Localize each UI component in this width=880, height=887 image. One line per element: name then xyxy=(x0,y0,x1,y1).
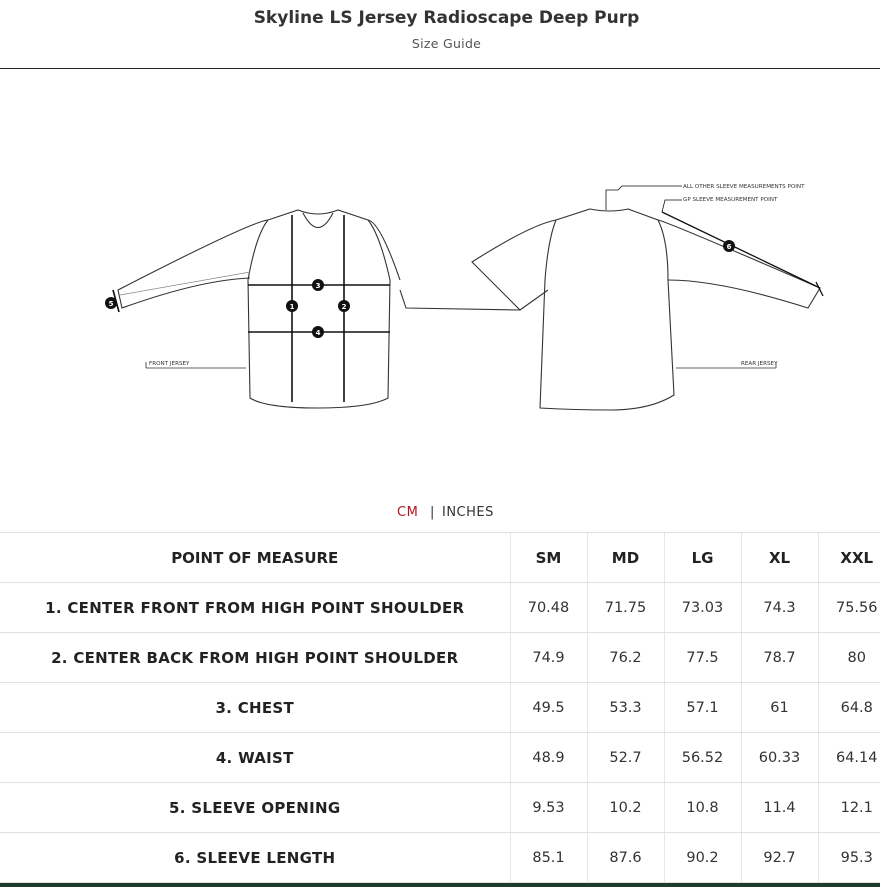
cell-value: 48.9 xyxy=(510,733,587,783)
cell-value: 85.1 xyxy=(510,833,587,883)
front-label-group xyxy=(146,361,246,368)
cell-value: 71.75 xyxy=(587,583,664,633)
cell-value: 57.1 xyxy=(664,683,741,733)
rear-label-group xyxy=(676,361,778,368)
rear-jersey-drawing xyxy=(400,209,820,410)
marker-1-icon xyxy=(286,300,298,312)
cell-value: 70.48 xyxy=(510,583,587,633)
cell-value: 61 xyxy=(741,683,818,733)
cell-value: 53.3 xyxy=(587,683,664,733)
measure-label: 6. SLEEVE LENGTH xyxy=(0,833,510,883)
unit-inches-button[interactable]: INCHES xyxy=(442,505,494,520)
rear-jersey-label: REAR JERSEY xyxy=(741,361,778,367)
cell-value: 60.33 xyxy=(741,733,818,783)
unit-toggle xyxy=(0,505,880,523)
cell-value: 10.8 xyxy=(664,783,741,833)
table-row xyxy=(0,833,880,883)
footer-bar xyxy=(0,883,880,887)
cell-value: 74.3 xyxy=(741,583,818,633)
header-size-sm: SM xyxy=(510,533,587,583)
header-point-of-measure: POINT OF MEASURE xyxy=(0,533,510,583)
header-size-xl: XL xyxy=(741,533,818,583)
marker-2-icon xyxy=(338,300,350,312)
page-header xyxy=(0,0,880,69)
svg-text:5: 5 xyxy=(108,300,114,308)
table-header-row xyxy=(0,533,880,583)
cell-value: 12.1 xyxy=(818,783,880,833)
jersey-diagram xyxy=(0,150,880,440)
all-sleeve-note: ALL OTHER SLEEVE MEASUREMENTS POINT xyxy=(683,184,805,190)
cell-value: 87.6 xyxy=(587,833,664,883)
cell-value: 56.52 xyxy=(664,733,741,783)
header-size-lg: LG xyxy=(664,533,741,583)
cell-value: 64.8 xyxy=(818,683,880,733)
unit-separator: | xyxy=(430,505,435,520)
cell-value: 9.53 xyxy=(510,783,587,833)
measure-label: 5. SLEEVE OPENING xyxy=(0,783,510,833)
header-size-xxl: XXL xyxy=(818,533,880,583)
cell-value: 49.5 xyxy=(510,683,587,733)
marker-5-icon xyxy=(105,297,117,309)
marker-3-icon xyxy=(312,279,324,291)
measure-label: 4. WAIST xyxy=(0,733,510,783)
table-row xyxy=(0,583,880,633)
cell-value: 75.56 xyxy=(818,583,880,633)
measure-label: 2. CENTER BACK FROM HIGH POINT SHOULDER xyxy=(0,633,510,683)
unit-cm-button[interactable]: CM xyxy=(397,505,419,520)
jersey-diagram-svg xyxy=(0,150,880,440)
page-subtitle: Size Guide xyxy=(411,36,482,51)
cell-value: 77.5 xyxy=(664,633,741,683)
cell-value: 52.7 xyxy=(587,733,664,783)
cell-value: 73.03 xyxy=(664,583,741,633)
cell-value: 78.7 xyxy=(741,633,818,683)
cell-value: 80 xyxy=(818,633,880,683)
table-row xyxy=(0,783,880,833)
cell-value: 74.9 xyxy=(510,633,587,683)
marker-4-icon xyxy=(312,326,324,338)
cell-value: 90.2 xyxy=(664,833,741,883)
table-row xyxy=(0,733,880,783)
measure-label: 3. CHEST xyxy=(0,683,510,733)
svg-text:1: 1 xyxy=(289,303,295,311)
gp-sleeve-note: GP SLEEVE MEASUREMENT POINT xyxy=(683,197,778,203)
cell-value: 95.3 xyxy=(818,833,880,883)
svg-text:4: 4 xyxy=(315,329,321,337)
size-table xyxy=(0,532,880,883)
cell-value: 11.4 xyxy=(741,783,818,833)
cell-value: 76.2 xyxy=(587,633,664,683)
svg-text:3: 3 xyxy=(315,282,321,290)
front-jersey-label: FRONT JERSEY xyxy=(149,361,190,367)
header-size-md: MD xyxy=(587,533,664,583)
svg-text:6: 6 xyxy=(726,243,732,251)
marker-6-icon xyxy=(723,240,735,252)
table-row xyxy=(0,633,880,683)
table-row xyxy=(0,683,880,733)
cell-value: 10.2 xyxy=(587,783,664,833)
page-title: Skyline LS Jersey Radioscape Deep Purp xyxy=(253,8,640,28)
cell-value: 64.14 xyxy=(818,733,880,783)
cell-value: 92.7 xyxy=(741,833,818,883)
svg-text:2: 2 xyxy=(341,303,347,311)
measure-label: 1. CENTER FRONT FROM HIGH POINT SHOULDER xyxy=(0,583,510,633)
front-jersey-drawing xyxy=(118,210,400,408)
